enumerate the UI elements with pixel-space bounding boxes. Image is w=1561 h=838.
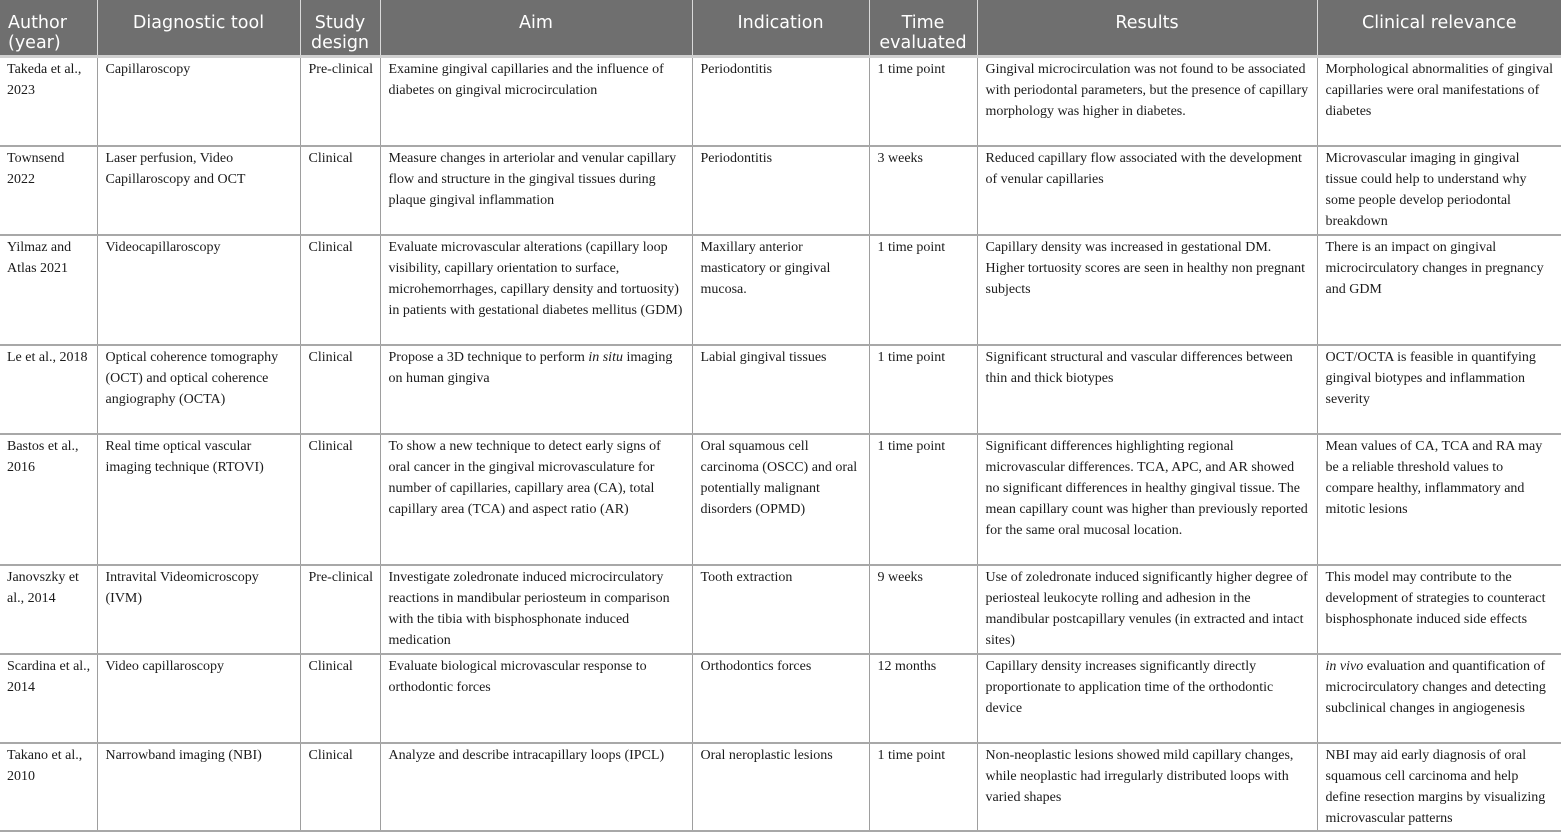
cell-indication: Oral neroplastic lesions [692, 743, 869, 831]
cell-time-evaluated: 12 months [869, 654, 977, 743]
cell-aim [380, 345, 692, 434]
table-row [0, 345, 1561, 434]
cell-clinical-relevance: This model may contribute to the development of strategies to counteract bisphosphonate induced side effects [1317, 565, 1561, 654]
table-row [0, 57, 1561, 146]
cell-results: Significant structural and vascular differences between thin and thick biotypes [977, 345, 1317, 434]
cell-results: Significant differences highlighting regional microvascular differences. TCA, APC, and AR showed no significant differences in healthy gingival tissue. The mean capillary count was higher than previously reported for the same oral mucosal location. [977, 434, 1317, 565]
cell-clinical-relevance: Mean values of CA, TCA and RA may be a reliable threshold values to compare healthy, inflammatory and mitotic lesions [1317, 434, 1561, 565]
cell-clinical-relevance: Morphological abnormalities of gingival capillaries were oral manifestations of diabetes [1317, 57, 1561, 146]
cell-author: Takano et al., 2010 [0, 743, 97, 831]
cell-results: Non-neoplastic lesions showed mild capillary changes, while neoplastic had irregularly distributed loops with varied shapes [977, 743, 1317, 831]
cell-aim: To show a new technique to detect early signs of oral cancer in the gingival microvasculature for number of capillaries, capillary area (CA), total capillary area (TCA) and aspect ratio (AR) [380, 434, 692, 565]
cell-results: Use of zoledronate induced significantly higher degree of periosteal leukocyte rolling and adhesion in the mandibular postcapillary venules (in extracted and intact sites) [977, 565, 1317, 654]
relevance-text-italic: in vivo [1325, 658, 1364, 674]
cell-indication: Oral squamous cell carcinoma (OSCC) and oral potentially malignant disorders (OPMD) [692, 434, 869, 565]
table-row [0, 654, 1561, 743]
cell-time-evaluated: 1 time point [869, 743, 977, 831]
aim-text-post: imaging on human gingiva [388, 349, 673, 386]
table-row [0, 743, 1561, 831]
cell-diagnostic-tool: Video capillaroscopy [97, 654, 300, 743]
header-time-evaluated: Time evaluated [869, 0, 977, 57]
table-header-row [0, 0, 1561, 57]
cell-time-evaluated: 1 time point [869, 57, 977, 146]
cell-author: Takeda et al., 2023 [0, 57, 97, 146]
cell-indication: Orthodontics forces [692, 654, 869, 743]
cell-indication: Periodontitis [692, 146, 869, 235]
cell-time-evaluated: 9 weeks [869, 565, 977, 654]
aim-text-italic: in situ [588, 349, 623, 365]
cell-clinical-relevance [1317, 654, 1561, 743]
cell-aim: Analyze and describe intracapillary loops (IPCL) [380, 743, 692, 831]
cell-clinical-relevance: NBI may aid early diagnosis of oral squamous cell carcinoma and help define resection margins by visualizing microvascular patterns [1317, 743, 1561, 831]
table-row [0, 434, 1561, 565]
cell-indication: Labial gingival tissues [692, 345, 869, 434]
cell-results: Gingival microcirculation was not found to be associated with periodontal parameters, but the presence of capillary morphology was higher in diabetes. [977, 57, 1317, 146]
cell-diagnostic-tool: Optical coherence tomography (OCT) and optical coherence angiography (OCTA) [97, 345, 300, 434]
cell-diagnostic-tool: Laser perfusion, Video Capillaroscopy and OCT [97, 146, 300, 235]
table-row [0, 235, 1561, 345]
cell-author: Janovszky et al., 2014 [0, 565, 97, 654]
cell-study-design: Clinical [300, 345, 380, 434]
cell-aim: Measure changes in arteriolar and venular capillary flow and structure in the gingival tissues during plaque gingival inflammation [380, 146, 692, 235]
cell-aim: Investigate zoledronate induced microcirculatory reactions in mandibular periosteum in comparison with the tibia with bisphosphonate induced medication [380, 565, 692, 654]
cell-diagnostic-tool: Capillaroscopy [97, 57, 300, 146]
cell-diagnostic-tool: Real time optical vascular imaging technique (RTOVI) [97, 434, 300, 565]
cell-study-design: Clinical [300, 146, 380, 235]
cell-study-design: Clinical [300, 654, 380, 743]
header-results: Results [977, 0, 1317, 57]
cell-author: Townsend 2022 [0, 146, 97, 235]
cell-time-evaluated: 1 time point [869, 235, 977, 345]
cell-results: Capillary density was increased in gestational DM. Higher tortuosity scores are seen in healthy non pregnant subjects [977, 235, 1317, 345]
cell-time-evaluated: 3 weeks [869, 146, 977, 235]
cell-author: Yilmaz and Atlas 2021 [0, 235, 97, 345]
cell-author: Scardina et al., 2014 [0, 654, 97, 743]
cell-study-design: Clinical [300, 434, 380, 565]
cell-diagnostic-tool: Narrowband imaging (NBI) [97, 743, 300, 831]
cell-clinical-relevance: Microvascular imaging in gingival tissue could help to understand why some people develop periodontal breakdown [1317, 146, 1561, 235]
cell-clinical-relevance: There is an impact on gingival microcirculatory changes in pregnancy and GDM [1317, 235, 1561, 345]
table-row [0, 565, 1561, 654]
cell-indication: Periodontitis [692, 57, 869, 146]
cell-aim: Evaluate biological microvascular response to orthodontic forces [380, 654, 692, 743]
cell-diagnostic-tool: Intravital Videomicroscopy (IVM) [97, 565, 300, 654]
cell-time-evaluated: 1 time point [869, 434, 977, 565]
cell-author: Le et al., 2018 [0, 345, 97, 434]
table-row [0, 146, 1561, 235]
cell-diagnostic-tool: Videocapillaroscopy [97, 235, 300, 345]
relevance-text-post: evaluation and quantification of microcirculatory changes and detecting subclinical changes in angiogenesis [1325, 658, 1546, 716]
cell-study-design: Clinical [300, 235, 380, 345]
cell-aim: Evaluate microvascular alterations (capillary loop visibility, capillary orientation to surface, microhemorrhages, capillary density and tortuosity) in patients with gestational diabetes mellitus (GDM) [380, 235, 692, 345]
cell-study-design: Pre-clinical [300, 57, 380, 146]
cell-results: Capillary density increases significantly directly proportionate to application time of the orthodontic device [977, 654, 1317, 743]
header-aim: Aim [380, 0, 692, 57]
cell-time-evaluated: 1 time point [869, 345, 977, 434]
aim-text-pre: Propose a 3D technique to perform [388, 349, 589, 365]
cell-indication: Tooth extraction [692, 565, 869, 654]
cell-study-design: Pre-clinical [300, 565, 380, 654]
header-diagnostic-tool: Diagnostic tool [97, 0, 300, 57]
cell-indication: Maxillary anterior masticatory or gingival mucosa. [692, 235, 869, 345]
header-clinical-relevance: Clinical relevance [1317, 0, 1561, 57]
cell-author: Bastos et al., 2016 [0, 434, 97, 565]
cell-clinical-relevance: OCT/OCTA is feasible in quantifying gingival biotypes and inflammation severity [1317, 345, 1561, 434]
header-author: Author (year) [0, 0, 97, 57]
cell-aim: Examine gingival capillaries and the influence of diabetes on gingival microcirculation [380, 57, 692, 146]
cell-study-design: Clinical [300, 743, 380, 831]
header-study-design: Study design [300, 0, 380, 57]
cell-results: Reduced capillary flow associated with the development of venular capillaries [977, 146, 1317, 235]
header-indication: Indication [692, 0, 869, 57]
